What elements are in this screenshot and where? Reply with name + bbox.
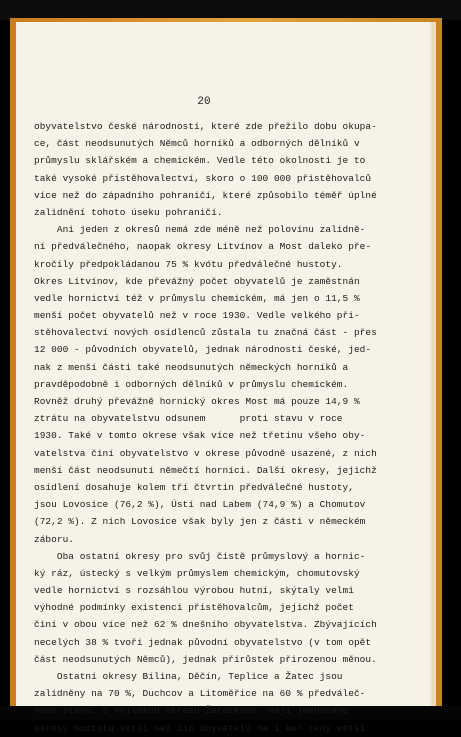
text-line: Oba ostatní okresy pro svůj čistě průmyslový a hornic- [34,550,366,562]
text-line: kročily předpokládanou 75 % kvótu předválečné hustoty. [34,258,343,270]
text-line: zalidněny na 70 %, Duchcov a Litoměřice na 60 % předváleč- [34,688,366,700]
page-edge [430,22,436,706]
scan-top-border [0,0,461,20]
text-line: pravděpodobně i odborných dělníků v průmyslu chemickém. [34,378,349,390]
text-line: více než do západního pohraničí, které způsobilo téměř úplné [34,189,377,201]
text-line: stěhovalectví nových osídlenců zůstala tu značná část - přes [34,327,377,339]
text-line: menší počet obyvatelů než v roce 1930. Vedle velkého při- [34,310,360,322]
text-line: okresy hustotu větší než 116 obyvatelů na 1 km² tedy větší [34,722,366,734]
text-line: záboru. [34,533,74,545]
text-line: Okres Litvínov, kde převážný počet obyvatelů je zaměstnán [34,275,360,287]
text-line: necelých 38 % tvoří jednak původní obyvatelstvo (v tom opět [34,636,372,648]
text-line: ní předválečného, naopak okresy Litvínov a Most daleko pře- [34,241,372,253]
text-line: (72,2 %). Z nich Lovosice však byly jen z části v německém [34,516,366,528]
body-text [34,118,396,737]
text-line: 12 000 - původních obyvatelů, jednak národnosti české, jed- [34,344,372,356]
text-line: zalidnění tohoto úseku pohraničí. [34,206,223,218]
text-line: jsou Lovosice (76,2 %), Ústí nad Labem (74,9 %) a Chomutov [34,499,366,511]
text-line: nak z menší části také neodsunutých německých horníků a [34,361,349,373]
text-line: průmyslu sklářském a chemickém. Vedle této okolnosti je to [34,155,366,167]
text-line: menší část neodsunutí němečtí horníci. Další okresy, jejichž [34,464,377,476]
text-line: ztrátu na obyvatelstvu odsunem proti stavu v roce [34,413,343,425]
text-line: část neodsunutých Němců), jednak přírůstek přirozenou měnou. [34,653,377,665]
text-line: Rovněž druhý převážně hornický okres Most má pouze 14,9 % [34,396,360,407]
text-line: vatelstva činí obyvatelstvo v okrese původně usazené, z nich [34,447,377,459]
text-line: ce, část neodsunutých Němců horníků a odborných dělníků v [34,138,360,150]
text-line: obyvatelstvo české národnosti, které zde přežilo dobu okupa- [34,121,377,132]
text-line: Ostatní okresy Bílina, Děčín, Teplice a Žatec jsou [34,671,343,682]
text-line: osídlení dosahuje kolem tří čtvrtin předválečné hustoty, [34,481,354,493]
text-line: ného stavu. S výjimkou okresu Žateckého, mají jmenované [34,705,349,717]
text-line: Ani jeden z okresů nemá zde méně než polovinu zalidně- [34,224,366,236]
text-line: výhodné podmínky existenci přistěhovalcům, jejichž počet [34,602,354,614]
text-line: ký ráz, ústecký s velkým průmyslem chemickým, chomutovský [34,567,360,579]
text-line: vedle hornictví též v průmyslu chemickém, má jen o 11,5 % [34,292,360,304]
text-line: činí v obou více než 62 % dnešního obyvatelstva. Zbývajících [34,619,377,631]
text-line: 1930. Také v tomto okrese však více než třetinu všeho oby- [34,430,366,442]
page-number: 20 [197,96,211,108]
text-line: vedle hornictví s rozsáhlou výrobou hutní, skýtaly velmi [34,585,354,597]
text-line: také vysoké přistěhovalectví, skoro o 100 000 přistěhovalců [34,172,372,184]
